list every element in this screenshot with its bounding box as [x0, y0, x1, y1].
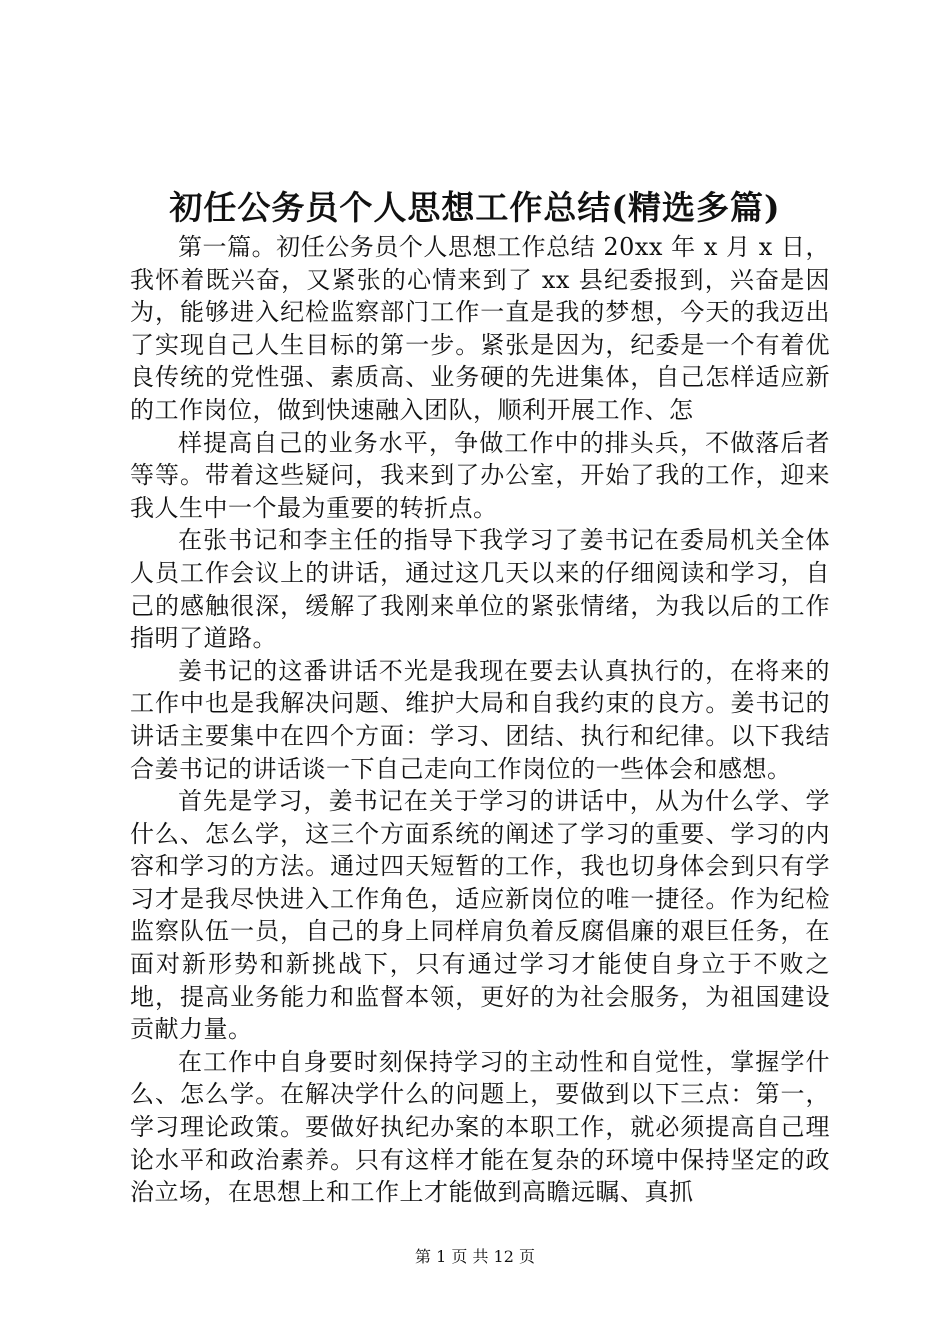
document-body [130, 231, 830, 1209]
document-title: 初任公务员个人思想工作总结(精选多篇) [169, 188, 781, 227]
paragraph-2: 样提高自己的业务水平，争做工作中的排头兵，不做落后者等等。带着这些疑问，我来到了办公室，开始了我的工作，迎来我人生中一个最为重要的转折点。 [130, 428, 830, 522]
paragraph-3: 在张书记和李主任的指导下我学习了姜书记在委局机关全体人员工作会议上的讲话，通过这几天以来的仔细阅读和学习，自己的感触很深，缓解了我刚来单位的紧张情绪，为我以后的工作指明了道路。 [130, 526, 830, 653]
page-footer: 第 1 页 共 12 页 [415, 1247, 535, 1266]
paragraph-4: 姜书记的这番讲话不光是我现在要去认真执行的，在将来的工作中也是我解决问题、维护大局和自我约束的良方。姜书记的讲话主要集中在四个方面：学习、团结、执行和纪律。以下我结合姜书记的讲话谈一下自己走向工作岗位的一些体会和感想。 [130, 656, 830, 783]
paragraph-5: 首先是学习，姜书记在关于学习的讲话中，从为什么学、学什么、怎么学，这三个方面系统的阐述了学习的重要、学习的内容和学习的方法。通过四天短暂的工作，我也切身体会到只有学习才是我尽快进入工作角色，适应新岗位的唯一捷径。作为纪检监察队伍一员，自己的身上同样肩负着反腐倡廉的艰巨任务，在面对新形势和新挑战下，只有通过学习才能使自身立于不败之地，提高业务能力和监督本领，更好的为社会服务，为祖国建设贡献力量。 [130, 787, 830, 1044]
paragraph-1: 第一篇。初任公务员个人思想工作总结 20xx 年 x 月 x 日，我怀着既兴奋，又紧张的心情来到了 xx 县纪委报到，兴奋是因为，能够进入纪检监察部门工作一直是我的梦想，今天的我迈出了实现自己人生目标的第一步。紧张是因为，纪委是一个有着优良传统的党性强、素质高、业务硬的先进集体，自己怎样适应新的工作岗位，做到快速融入团队，顺利开展工作、怎 [130, 233, 830, 424]
paragraph-6: 在工作中自身要时刻保持学习的主动性和自觉性，掌握学什么、怎么学。在解决学什么的问题上，要做到以下三点：第一，学习理论政策。要做好执纪办案的本职工作，就必须提高自己理论水平和政治素养。只有这样才能在复杂的环境中保持坚定的政治立场，在思想上和工作上才能做到高瞻远瞩、真抓 [130, 1047, 830, 1207]
